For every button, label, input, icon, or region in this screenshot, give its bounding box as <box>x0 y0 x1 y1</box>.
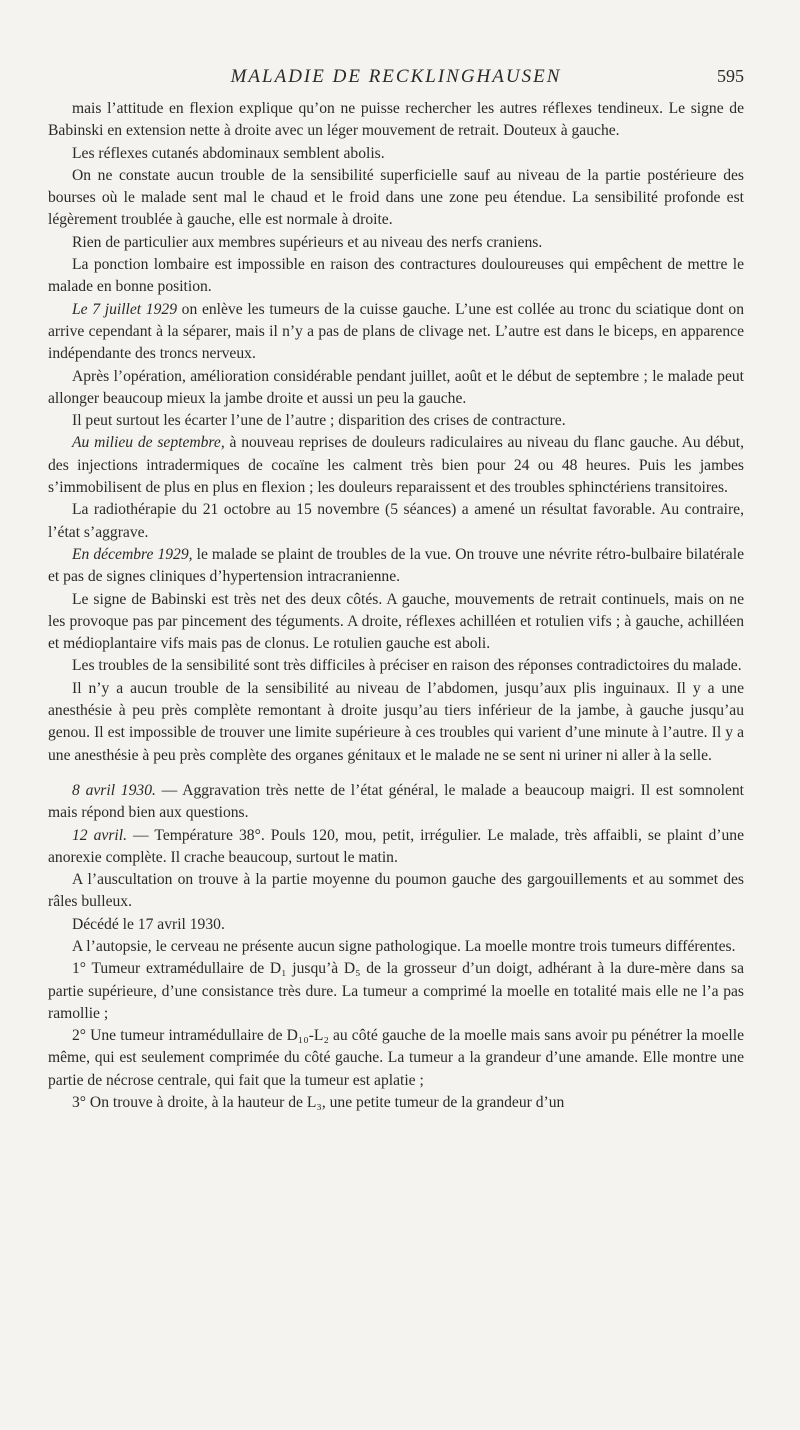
paragraph: Rien de particulier aux membres supérieurs et au niveau des nerfs craniens. <box>72 233 543 251</box>
paragraph: Les réflexes cutanés abdominaux semblent abolis. <box>72 144 385 162</box>
paragraph: 1° Tumeur extramédullaire de D₁ jusqu’à D₅ de la grosseur d’un doigt, adhérant à la dure-mère dans sa partie supérieure, d’une consistance très dure. La tumeur a comprimé la moelle en totalité mais elle ne l’a pas ramollie ; <box>48 960 744 1022</box>
paragraph: 12 avril. — Température 38°. Pouls 120, mou, petit, irrégulier. Le malade, très affaibli, se plaint d’une anorexie complète. Il crache beaucoup, surtout le matin. <box>48 826 745 866</box>
page-header <box>48 66 744 92</box>
date-lead: 12 avril. <box>72 826 127 844</box>
paragraph: A l’auscultation on trouve à la partie moyenne du poumon gauche des gargouillements et au sommet des râles bulleux. <box>48 871 744 911</box>
body-text <box>48 98 744 1114</box>
date-lead: Le 7 juillet 1929 <box>72 300 177 318</box>
paragraph: Le signe de Babinski est très net des deux côtés. A gauche, mouvements de retrait continuels, mais on ne les provoque pas par pincement des téguments. A droite, réflexes achilléen et rotulien vifs ; à gauche, achilléen et médioplantaire vifs mais pas de clonus. Le rotulien gauche est aboli. <box>48 590 744 653</box>
date-lead: Au milieu de septembre, <box>72 434 225 452</box>
paragraph: En décembre 1929, le malade se plaint de troubles de la vue. On trouve une névrite rétro-bulbaire bilatérale et pas de signes cliniques d’hypertension intracranienne. <box>48 545 744 586</box>
paragraph: Il n’y a aucun trouble de la sensibilité au niveau de l’abdomen, jusqu’aux plis inguinaux. Il y a une anesthésie à peu près complète remontant à droite jusqu’au tiers inférieur de la jambe, à gauche jusqu’au genou. Il est impossible de trouver une limite supérieure à ces troubles qui varient d’une minute à l’autre. Il y a une anesthésie à peu près complète des organes génitaux et le malade ne se sent ni uriner ni aller à la selle. <box>48 679 744 764</box>
paragraph: 2° Une tumeur intramédullaire de D₁₀-L₂ au côté gauche de la moelle mais sans avoir pu pénétrer la moelle même, qui est seulement comprimée du côté gauche. La tumeur a la grandeur d’une amande. Elle montre une partie de nécrose centrale, qui fait que la tumeur est aplatie ; <box>48 1027 744 1089</box>
paragraph: 8 avril 1930. — Aggravation très nette de l’état général, le malade a beaucoup maigri. Il est somnolent mais répond bien aux questions. <box>48 781 745 822</box>
paragraph: Décédé le 17 avril 1930. <box>72 915 225 933</box>
paragraph: Les troubles de la sensibilité sont très difficiles à préciser en raison des réponses contradictoires du malade. <box>72 657 742 675</box>
paragraph: 3° On trouve à droite, à la hauteur de L₃, une petite tumeur de la grandeur d’un <box>72 1094 565 1112</box>
page-number: 595 <box>717 66 744 86</box>
running-title: MALADIE DE RECKLINGHAUSEN <box>230 66 562 87</box>
paragraph: Il peut surtout les écarter l’une de l’autre ; disparition des crises de contracture. <box>72 412 566 430</box>
date-lead: 8 avril 1930. <box>72 781 156 799</box>
paragraph: A l’autopsie, le cerveau ne présente aucun signe pathologique. La moelle montre trois tumeurs différentes. <box>72 937 736 955</box>
paragraph: La radiothérapie du 21 octobre au 15 novembre (5 séances) a amené un résultat favorable. Au contraire, l’état s’aggrave. <box>48 501 744 541</box>
paragraph: La ponction lombaire est impossible en raison des contractures douloureuses qui empêchent de mettre le malade en bonne position. <box>48 256 744 296</box>
paragraph: Le 7 juillet 1929 on enlève les tumeurs de la cuisse gauche. L’une est collée au tronc du sciatique dont on arrive cependant à la séparer, mais il n’y a pas de plans de clivage net. L’autre est dans le biceps, en apparence indépendante des troncs nerveux. <box>48 300 744 363</box>
paragraph: mais l’attitude en flexion explique qu’on ne puisse rechercher les autres réflexes tendineux. Le signe de Babinski en extension nette à droite avec un léger mouvement de retrait. Douteux à gauche. <box>48 100 744 140</box>
paragraph: Au milieu de septembre, à nouveau reprises de douleurs radiculaires au niveau du flanc gauche. Au début, des injections intradermiques de cocaïne les calment très bien pour 24 ou 48 heures. Puis les jambes s’immobilisent de plus en plus en flexion ; les douleurs reparaissent et des troubles sphinctériens transitoires. <box>48 434 744 497</box>
date-lead: En décembre 1929, <box>72 545 193 563</box>
paragraph: On ne constate aucun trouble de la sensibilité superficielle sauf au niveau de la partie postérieure des bourses où le malade sent mal le chaud et le froid dans une zone peu étendue. La sensibilité profonde est légèrement troublée à gauche, elle est normale à droite. <box>48 166 744 229</box>
paragraph: Après l’opération, amélioration considérable pendant juillet, août et le début de septembre ; le malade peut allonger beaucoup mieux la jambe droite et aussi un peu la gauche. <box>48 367 744 407</box>
